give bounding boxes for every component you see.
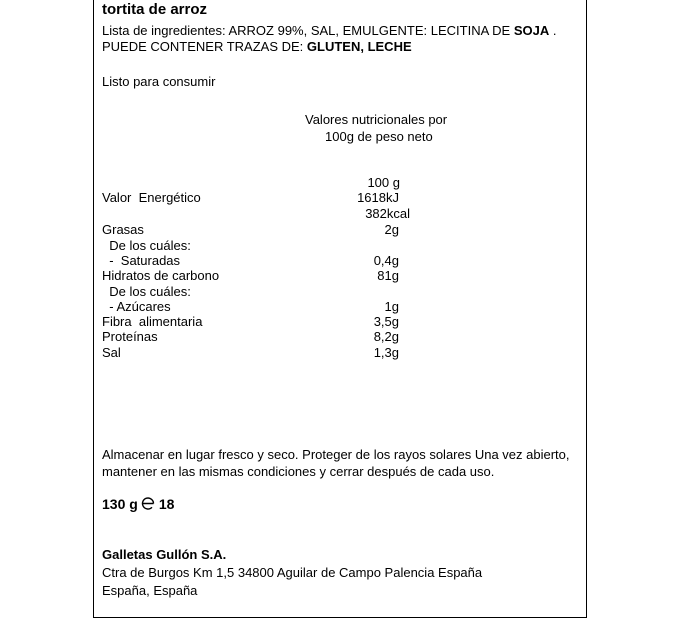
- nutrition-row-label: De los cuáles:: [102, 238, 191, 253]
- nutrition-row-label: Proteínas: [102, 329, 158, 344]
- nutrition-row-label: De los cuáles:: [102, 284, 191, 299]
- e-mark-icon: [141, 497, 155, 513]
- nutrition-row-label: Sal: [102, 345, 121, 360]
- traces-text: PUEDE CONTENER TRAZAS DE:: [102, 39, 307, 54]
- nutrition-header-line1: Valores nutricionales por: [305, 112, 448, 127]
- nutrition-row-label: - Azúcares: [102, 299, 171, 314]
- allergen-soja: SOJA: [513, 23, 550, 38]
- nutrition-row-value: 382kcal: [365, 206, 410, 221]
- nutrition-row-label: - Saturadas: [102, 253, 181, 268]
- nutrition-row-value: 1618kJ: [357, 190, 399, 205]
- ingredients-end: .: [549, 23, 557, 38]
- usage-note: Listo para consumir: [102, 74, 216, 89]
- nutrition-row-value: 1g: [384, 299, 399, 314]
- net-weight: [102, 497, 174, 513]
- net-weight-amount: 130 g: [102, 496, 138, 512]
- nutrition-header-line2: 100g de peso neto: [325, 129, 433, 144]
- ingredients-list: [102, 23, 556, 38]
- storage-line1: Almacenar en lugar fresco y seco. Proteger de los rayos solares Una vez abierto,: [102, 447, 570, 462]
- nutrition-row-value: 2g: [384, 222, 399, 237]
- nutrition-column-header: 100 g: [367, 175, 400, 190]
- nutrition-row-value: 81g: [377, 268, 399, 283]
- nutrition-row-label: Grasas: [102, 222, 144, 237]
- nutrition-row-label: Valor Energético: [102, 190, 201, 205]
- allergen-traces: GLUTEN, LECHE: [306, 39, 412, 54]
- storage-line2: mantener en las mismas condiciones y cerrar después de cada uso.: [102, 464, 495, 479]
- nutrition-row-value: 0,4g: [373, 253, 399, 268]
- product-title: tortita de arroz: [102, 1, 208, 18]
- nutrition-row-label: Hidratos de carbono: [102, 268, 220, 283]
- manufacturer-address: Ctra de Burgos Km 1,5 34800 Aguilar de Campo Palencia España: [102, 565, 483, 580]
- nutrition-row-label: Fibra alimentaria: [102, 314, 203, 329]
- ingredients-text: Lista de ingredientes: ARROZ 99%, SAL, EMULGENTE: LECITINA DE: [102, 23, 514, 38]
- traces-line: [102, 39, 412, 54]
- nutrition-row-value: 1,3g: [373, 345, 399, 360]
- nutrition-row-value: 3,5g: [373, 314, 399, 329]
- units-count: 18: [158, 496, 175, 512]
- nutrition-row-value: 8,2g: [373, 329, 399, 344]
- manufacturer-name: Galletas Gullón S.A.: [102, 547, 227, 562]
- manufacturer-country: España, España: [102, 583, 198, 598]
